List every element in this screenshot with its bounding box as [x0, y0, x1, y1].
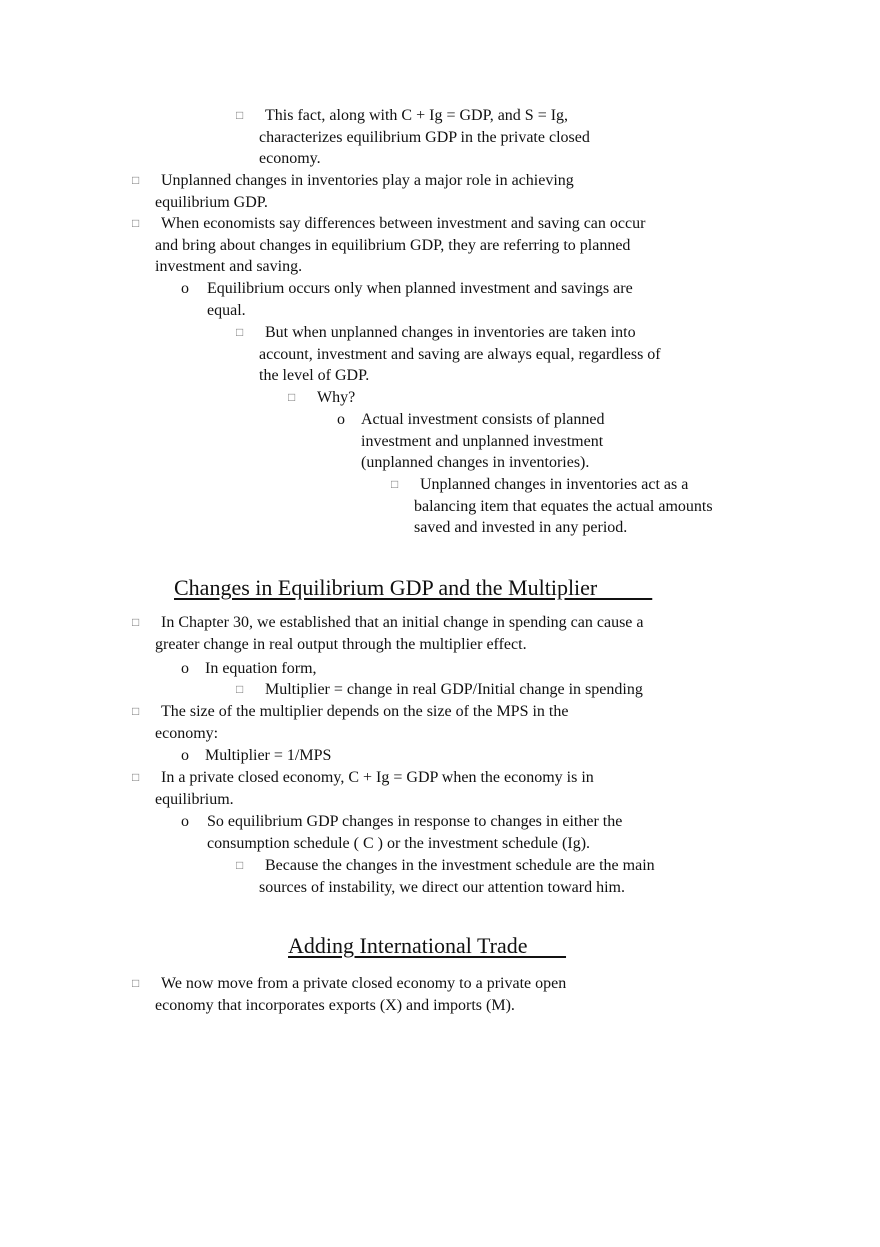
bullet-marker: □ — [132, 615, 140, 629]
section-heading: Changes in Equilibrium GDP and the Multiplier — [174, 575, 653, 600]
list-item-text: Equilibrium occurs only when planned investment and savings are equal. — [207, 280, 633, 319]
bullet-marker: □ — [236, 108, 244, 122]
bullet-marker: □ — [236, 325, 244, 339]
list-item-text: Multiplier = 1/MPS — [205, 747, 332, 764]
list-item-text: In Chapter 30, we established that an initial change in spending can cause a greater change in real output through the multiplier effect. — [155, 614, 644, 653]
bullet-marker: □ — [132, 704, 140, 718]
list-item — [288, 387, 511, 409]
bullet-marker: o — [181, 747, 189, 764]
list-item — [181, 811, 667, 854]
bullet-marker: □ — [132, 216, 140, 230]
list-item — [132, 213, 655, 278]
bullet-marker: o — [181, 660, 189, 677]
list-item — [236, 105, 639, 170]
bullet-marker: □ — [236, 682, 244, 696]
list-item — [181, 745, 605, 767]
list-item — [132, 612, 655, 655]
bullet-marker: □ — [391, 477, 399, 491]
list-item — [236, 679, 699, 701]
list-item-text: Because the changes in the investment schedule are the main sources of instability, we direct our attention toward him. — [259, 857, 655, 896]
list-item — [337, 409, 641, 474]
bullet-marker: □ — [236, 858, 244, 872]
list-item-text: When economists say differences between investment and saving can occur and bring about changes in equilibrium GDP, they are referring to planned investment and saving. — [155, 215, 646, 276]
list-item — [132, 701, 625, 744]
list-item-text: In equation form, — [205, 660, 317, 677]
list-item-text: This fact, along with C + Ig = GDP, and S = Ig, characterizes equilibrium GDP in the private closed economy. — [259, 107, 590, 168]
list-item — [391, 474, 714, 539]
list-item — [132, 973, 615, 1016]
list-item-text: Unplanned changes in inventories act as a balancing item that equates the actual amounts saved and invested in any period. — [414, 476, 713, 537]
bullet-marker: □ — [288, 390, 296, 404]
list-item-text: In a private closed economy, C + Ig = GDP when the economy is in equilibrium. — [155, 769, 594, 808]
list-item-text: Actual investment consists of planned investment and unplanned investment (unplanned changes in inventories). — [361, 411, 605, 472]
list-item — [132, 767, 645, 810]
bullet-marker: o — [181, 280, 189, 297]
bullet-marker: □ — [132, 770, 140, 784]
list-item — [181, 658, 605, 680]
list-item — [236, 855, 669, 898]
list-item-text: Unplanned changes in inventories play a major role in achieving equilibrium GDP. — [155, 172, 574, 211]
list-item-text: But when unplanned changes in inventories are taken into account, investment and saving are always equal, regardless of the level of GDP. — [259, 324, 661, 385]
section-heading: Adding International Trade — [288, 933, 567, 958]
bullet-marker: o — [337, 411, 345, 428]
list-item-text: Multiplier = change in real GDP/Initial change in spending — [265, 681, 643, 698]
bullet-marker: o — [181, 813, 189, 830]
list-item-text: The size of the multiplier depends on the size of the MPS in the economy: — [155, 703, 569, 742]
bullet-marker: □ — [132, 976, 140, 990]
list-item-text: So equilibrium GDP changes in response to changes in either the consumption schedule ( C ) or the investment schedule (Ig). — [207, 813, 623, 852]
list-item-text: Why? — [317, 389, 356, 406]
list-item — [236, 322, 679, 387]
bullet-marker: □ — [132, 173, 140, 187]
list-item-text: We now move from a private closed economy to a private open economy that incorporates exports (X) and imports (M). — [155, 975, 567, 1014]
list-item — [132, 170, 635, 213]
list-item — [181, 278, 652, 321]
